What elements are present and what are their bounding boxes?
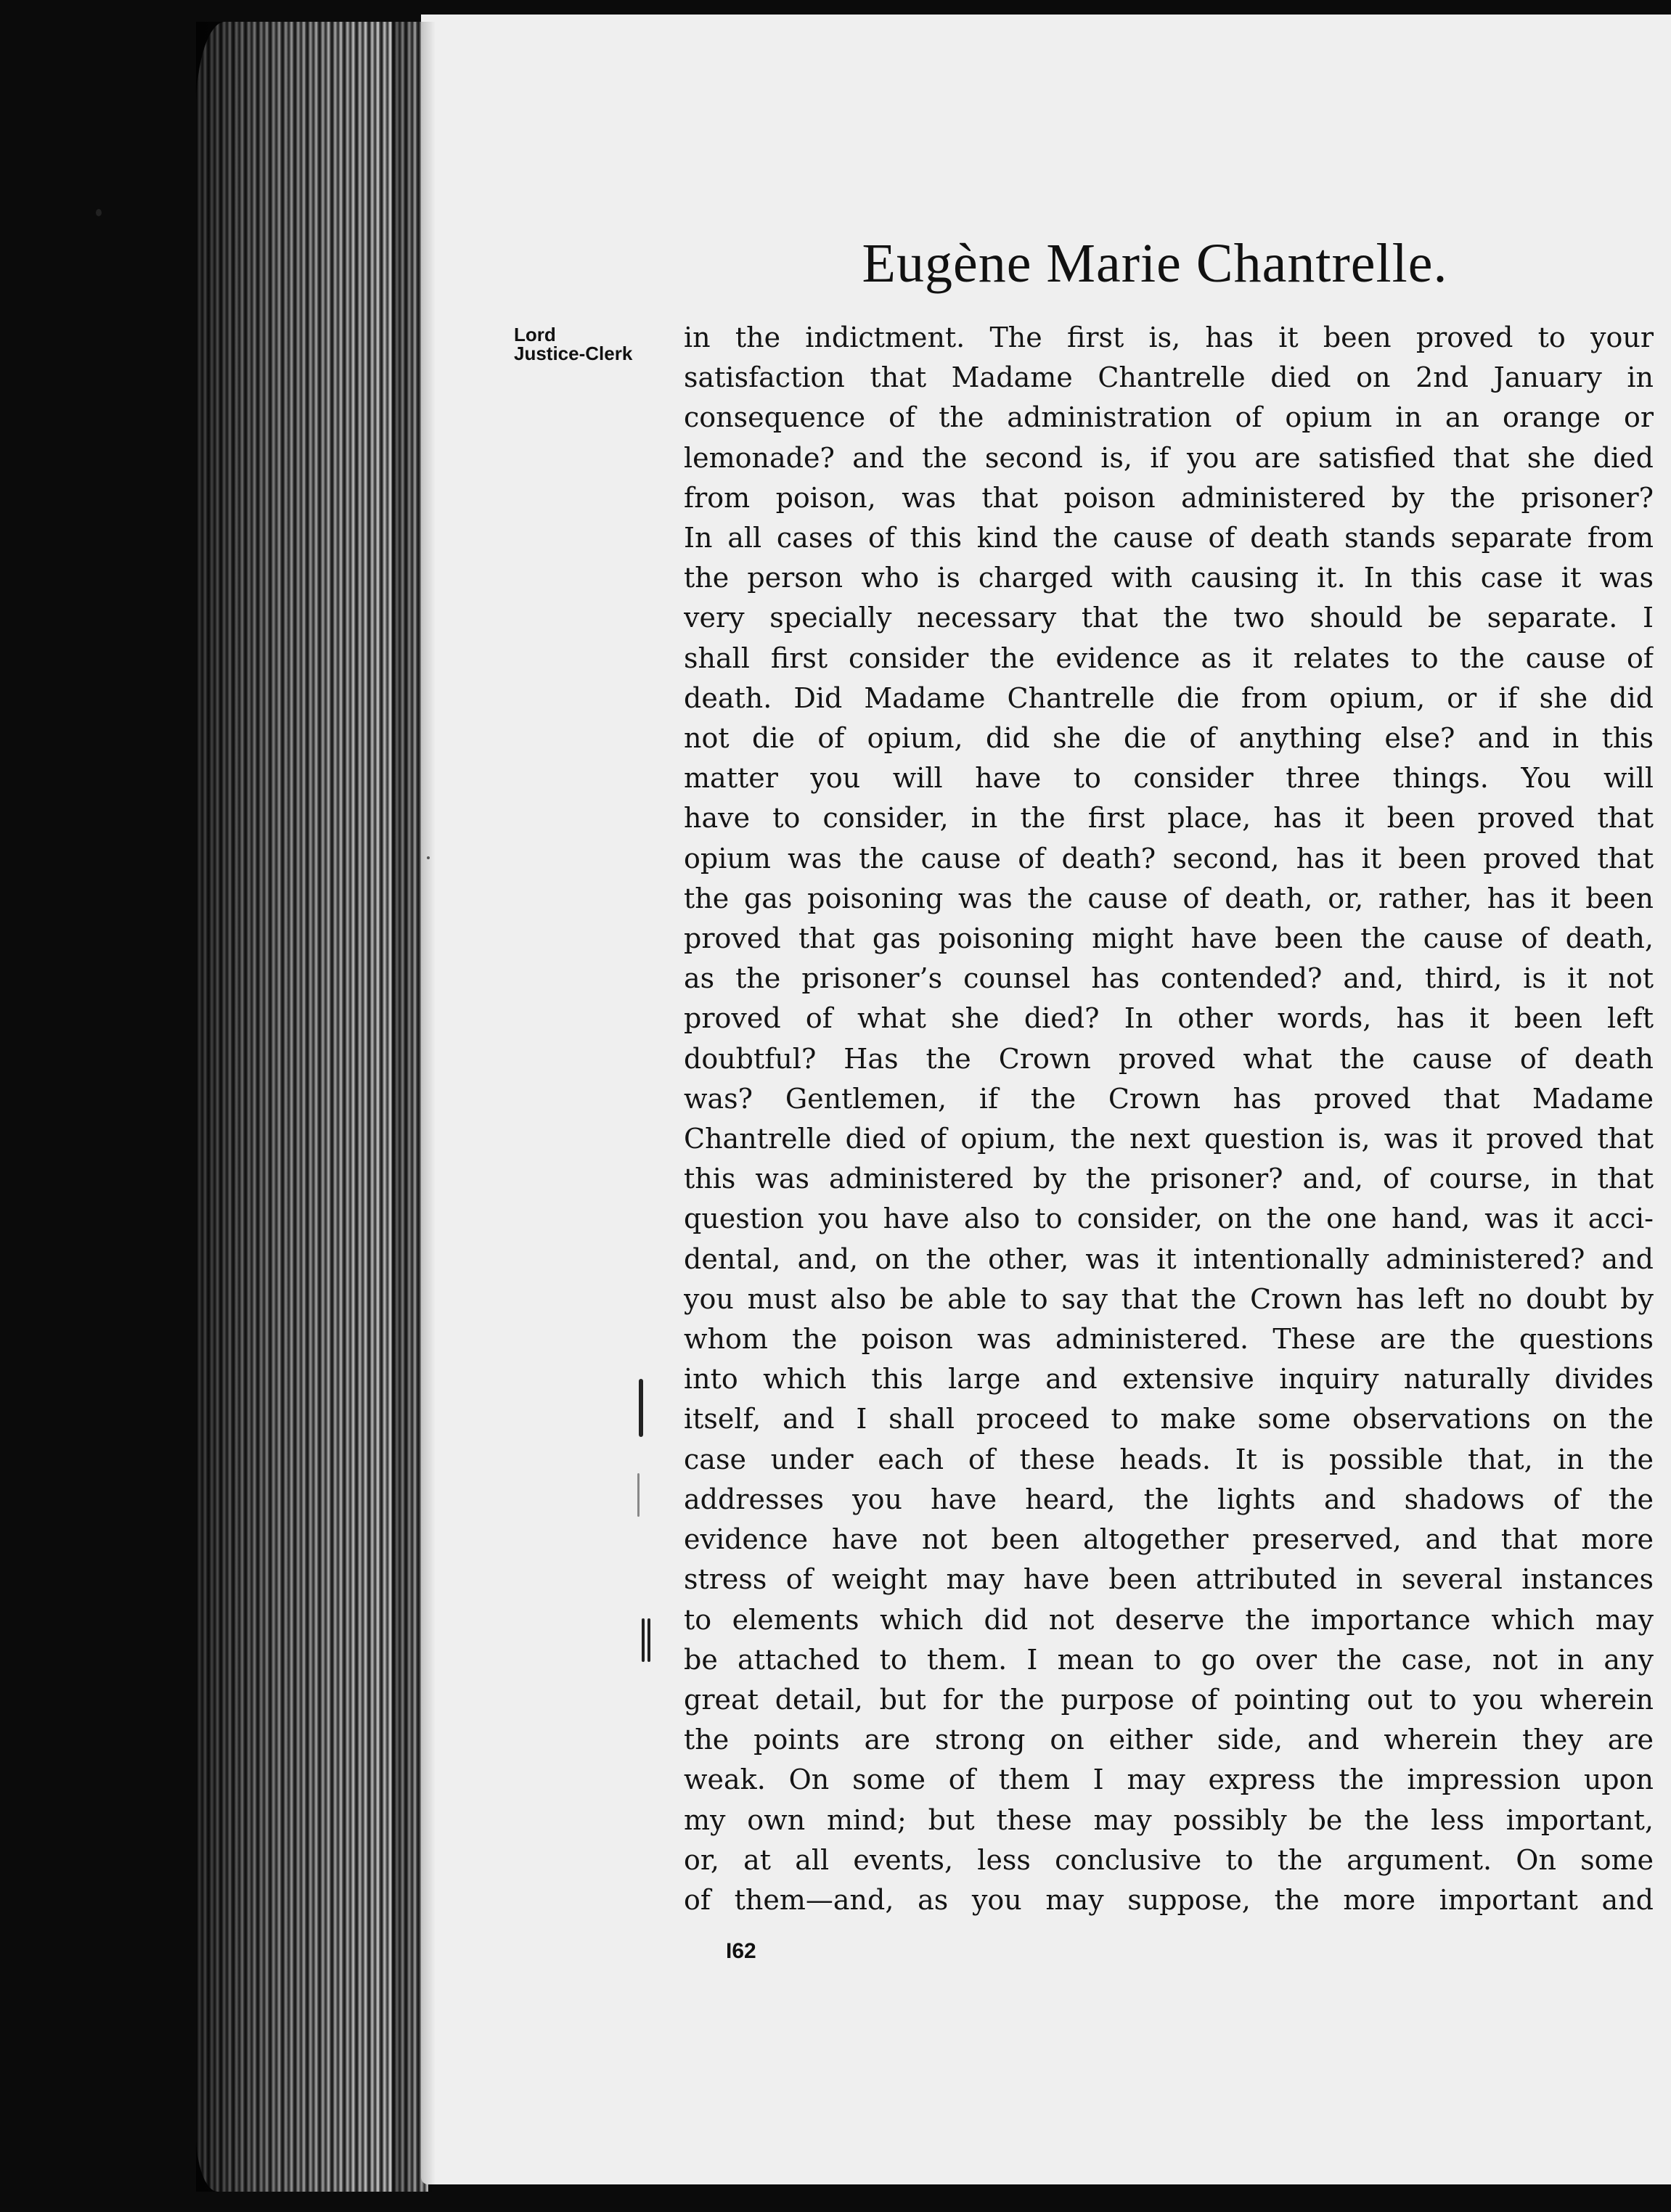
text-line: to elements which did not deserve the importance which may xyxy=(684,1603,1654,1636)
text-line: have to consider, in the first place, has it been proved that xyxy=(684,802,1654,835)
text-line: great detail, but for the purpose of pointing out to you wherein xyxy=(684,1683,1654,1716)
body-text xyxy=(684,318,1654,1920)
page-number: I62 xyxy=(726,1939,756,1963)
text-line: weak. On some of them I may express the impression upon xyxy=(684,1764,1654,1796)
text-line: case under each of these heads. It is possible that, in the xyxy=(684,1443,1654,1475)
text-line: in the indictment. The first is, has it been proved to your xyxy=(684,321,1654,353)
text-line: whom the poison was administered. These are the questions xyxy=(684,1323,1654,1356)
scan-speck xyxy=(96,209,102,216)
margin-note-line: Justice-Clerk xyxy=(514,343,633,364)
scan-speck xyxy=(642,1618,645,1662)
text-line: be attached to them. I mean to go over the case, not in any xyxy=(684,1643,1654,1676)
text-line: as the prisoner’s counsel has contended? and, third, is it not xyxy=(684,962,1654,995)
text-line: In all cases of this kind the cause of death stands separate from xyxy=(684,522,1654,554)
text-line: lemonade? and the second is, if you are satisfied that she died xyxy=(684,441,1654,474)
text-line: not die of opium, did she die of anything else? and in this xyxy=(684,722,1654,755)
text-line: the person who is charged with causing it. In this case it was xyxy=(684,562,1654,594)
text-line: addresses you have heard, the lights and shadows of the xyxy=(684,1483,1654,1515)
text-line: consequence of the administration of opium in an orange or xyxy=(684,401,1654,434)
text-line: proved of what she died? In other words, has it been left xyxy=(684,1002,1654,1035)
book-page xyxy=(421,15,1671,2184)
text-line: dental, and, on the other, was it intentionally administered? and xyxy=(684,1242,1654,1275)
text-line: my own mind; but these may possibly be the less important, xyxy=(684,1803,1654,1836)
text-line: of them—and, as you may suppose, the more important and xyxy=(684,1883,1654,1916)
text-line: matter you will have to consider three things. You will xyxy=(684,762,1654,795)
text-line: evidence have not been altogether preserved, and that more xyxy=(684,1523,1654,1556)
margin-note-speaker xyxy=(514,325,688,363)
gutter-shadow xyxy=(392,22,436,2192)
scan-speck xyxy=(637,1473,640,1517)
text-line: this was administered by the prisoner? and, of course, in that xyxy=(684,1163,1654,1195)
text-line: shall first consider the evidence as it relates to the cause of xyxy=(684,642,1654,674)
text-line: opium was the cause of death? second, has it been proved that xyxy=(684,842,1654,874)
text-line: you must also be able to say that the Crown has left no doubt by xyxy=(684,1282,1654,1315)
text-line: Chantrelle died of opium, the next question is, was it proved that xyxy=(684,1123,1654,1155)
text-line: very specially necessary that the two should be separate. I xyxy=(684,602,1654,634)
text-line: death. Did Madame Chantrelle die from opium, or if she did xyxy=(684,681,1654,714)
text-line: proved that gas poisoning might have been the cause of death, xyxy=(684,922,1654,955)
text-line: doubtful? Has the Crown proved what the cause of death xyxy=(684,1042,1654,1075)
text-line: the points are strong on either side, and wherein they are xyxy=(684,1724,1654,1756)
margin-note-line: Lord xyxy=(514,324,556,345)
running-title: Eugène Marie Chantrelle. xyxy=(862,233,1448,294)
text-line: stress of weight may have been attributed in several instances xyxy=(684,1563,1654,1596)
text-line: was? Gentlemen, if the Crown has proved that Madame xyxy=(684,1082,1654,1115)
text-line: satisfaction that Madame Chantrelle died on 2nd January in xyxy=(684,361,1654,394)
scan-speck xyxy=(647,1618,650,1662)
scan-speck xyxy=(427,856,430,859)
scan-speck xyxy=(639,1379,643,1437)
text-line: itself, and I shall proceed to make some observations on the xyxy=(684,1403,1654,1435)
text-line: the gas poisoning was the cause of death, or, rather, has it been xyxy=(684,882,1654,914)
text-line: question you have also to consider, on the one hand, was it acci- xyxy=(684,1203,1654,1235)
text-line: or, at all events, less conclusive to the argument. On some xyxy=(684,1843,1654,1876)
text-line: from poison, was that poison administered by the prisoner? xyxy=(684,481,1654,514)
text-line: into which this large and extensive inquiry naturally divides xyxy=(684,1363,1654,1396)
